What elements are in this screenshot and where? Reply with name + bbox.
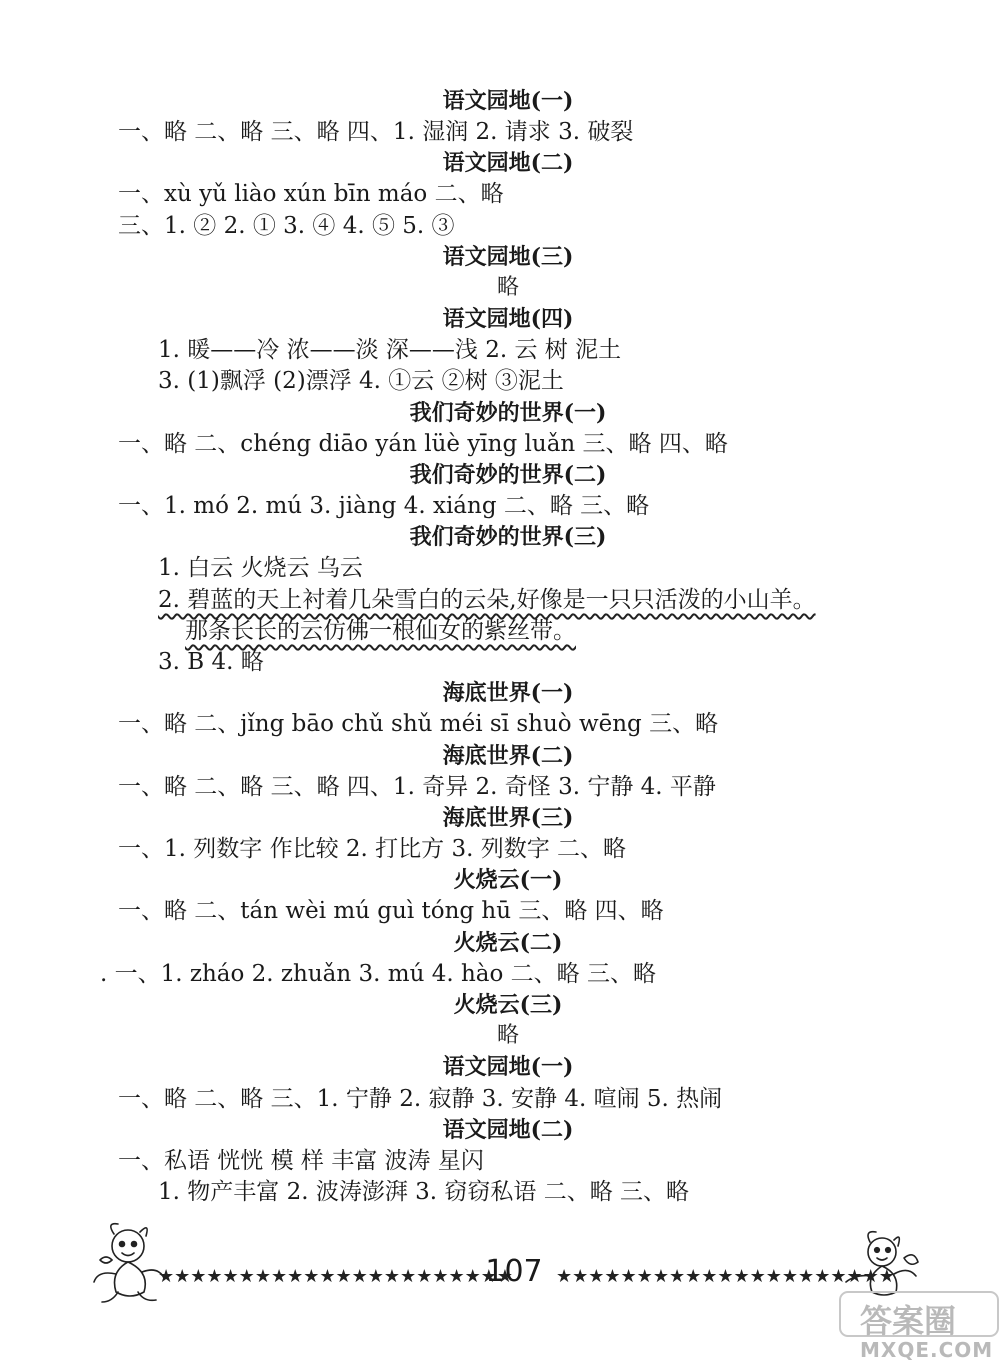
section-heading: 语文园地(四) [442,306,574,332]
answer-line: 一、xù yǔ liào xún bīn máo 二、略 [118,181,504,207]
answer-line: 一、私语 恍恍 模 样 丰富 波涛 星闪 [118,1148,484,1174]
section-heading: 海底世界(二) [442,743,574,769]
watermark-url: MXQE.COM [860,1338,994,1362]
answer-line: 一、略 二、chéng diāo yán lüè yīng luǎn 三、略 四、略 [118,431,728,457]
section-heading: 火烧云(一) [453,867,563,893]
answer-line: 一、1. 列数字 作比较 2. 打比方 3. 列数字 二、略 [118,836,627,862]
section-heading: 语文园地(三) [442,244,574,270]
answer-line: 三、1. ② 2. ① 3. ④ 4. ⑤ 5. ③ [118,213,455,239]
cartoon-left-decoration [88,1220,178,1310]
section-heading: 语文园地(一) [442,1054,574,1080]
answer-line: 2. 碧蓝的天上衬着几朵雪白的云朵,好像是一只只活泼的小山羊。 [158,587,816,613]
section-heading: 火烧云(三) [453,992,563,1018]
section-heading: 我们奇妙的世界(二) [409,462,607,488]
answer-line: 一、略 二、tán wèi mú guì tóng hū 三、略 四、略 [118,898,664,924]
stars-left: ★★★★★★★★★★★★★★★★★★★★★★ [158,1266,514,1287]
answer-line: 3. (1)飘浮 (2)漂浮 4. ①云 ②树 ③泥土 [158,368,564,394]
answer-line: 略 [496,1023,519,1048]
section-heading: 语文园地(一) [442,88,574,114]
answer-line: . 一、1. zháo 2. zhuǎn 3. mú 4. hào 二、略 三、略 [100,961,656,987]
section-heading: 我们奇妙的世界(一) [409,400,607,426]
answer-line: 一、略 二、jǐng bāo chǔ shǔ méi sī shuò wēng 三、略 [118,711,719,737]
section-heading: 海底世界(三) [442,805,574,831]
stars-right: ★★★★★★★★★★★★★★★★★★★★★ [556,1266,895,1287]
section-heading: 我们奇妙的世界(三) [409,524,607,550]
answer-line: 1. 暖——冷 浓——淡 深——浅 2. 云 树 泥土 [158,337,622,363]
section-heading: 语文园地(二) [442,150,574,176]
watermark [838,1290,1000,1363]
answer-line: 1. 物产丰富 2. 波涛澎湃 3. 窃窃私语 二、略 三、略 [158,1179,690,1205]
section-heading: 语文园地(二) [442,1117,574,1143]
watermark-brand: 答案圈 [860,1302,957,1340]
answer-line: 1. 白云 火烧云 乌云 [158,555,363,581]
answer-line: 一、略 二、略 三、略 四、1. 奇异 2. 奇怪 3. 宁静 4. 平静 [118,774,716,800]
answer-line: 一、1. mó 2. mú 3. jiàng 4. xiáng 二、略 三、略 [118,493,650,519]
page-number: 107 [485,1254,543,1289]
section-heading: 火烧云(二) [453,930,563,956]
answer-line: 一、略 二、略 三、略 四、1. 湿润 2. 请求 3. 破裂 [118,119,634,145]
answer-line: 一、略 二、略 三、1. 宁静 2. 寂静 3. 安静 4. 喧闹 5. 热闹 [118,1086,723,1112]
answer-line: 那条长长的云仿佛一根仙女的紫丝带。 [185,618,576,644]
section-heading: 海底世界(一) [442,680,574,706]
answer-line: 3. B 4. 略 [158,649,264,675]
answer-line: 略 [496,275,519,300]
